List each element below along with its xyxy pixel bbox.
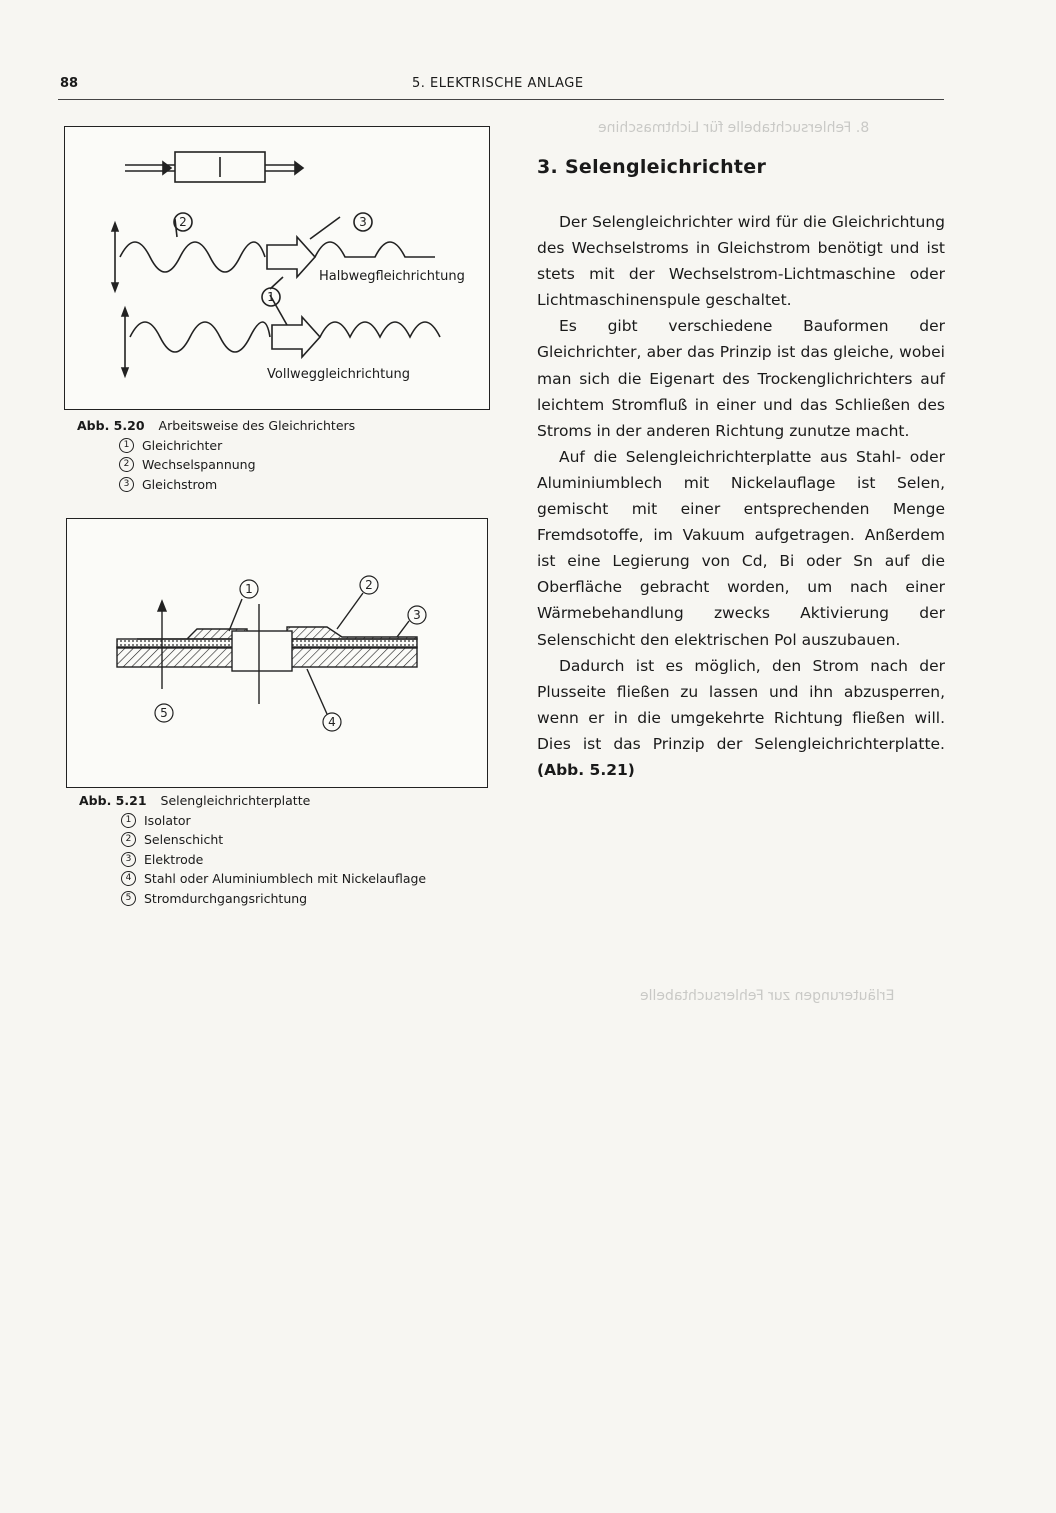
- marker-3: 3: [413, 608, 421, 622]
- caption-item-text: Gleichrichter: [142, 437, 223, 453]
- caption-item: [77, 455, 355, 475]
- caption-item-text: Stromdurchgangsrichtung: [144, 890, 308, 906]
- caption-title: Selengleichrichterplatte: [160, 793, 311, 808]
- paragraph: Auf die Selengleichrichterplatte aus Stahl- oder Aluminiumblech mit Nickelauflage ist Selen, gemischt mit einer entsprechenden Menge Fremdsotoffe, im Vakuum aufgetragen. Anßerdem ist eine Legierung von Cd, Bi oder Sn auf die Oberfläche gebracht worden, um nach einer Wärmebehandlung zwecks Aktivierung der Selenschicht den elektrischen Pol auszubauen.: [537, 447, 945, 649]
- caption-item-text: Elektrode: [144, 851, 204, 867]
- caption-figure-5-20: [77, 416, 355, 494]
- marker-4: 4: [328, 715, 336, 729]
- caption-item-text: Gleichstrom: [142, 476, 218, 492]
- caption-item-text: Isolator: [144, 812, 191, 828]
- paragraph-text: Dadurch ist es möglich, den Strom nach der Plusseite fließen zu lassen und ihn abzusperren, wenn er in die umgekehrte Richtung fließen will. Dies ist das Prinzip der Selengleichrichterplatte.: [537, 656, 945, 753]
- paragraph: Es gibt verschiedene Bauformen der Gleichrichter, aber das Prinzip ist das gleiche, wobei man sich die Eigenart des Trockenglichrichters auf leichtem Stromfluß in einer und das Schließen des Stroms in der anderen Richtung zunutze macht.: [537, 317, 945, 440]
- header-rule: [58, 99, 944, 100]
- marker-5: 5: [160, 706, 168, 720]
- marker-1: 1: [267, 290, 275, 304]
- bleed-through-text: Erläuterungen zur Fehlersuchtabelle: [640, 988, 895, 1004]
- number-circle: 3: [119, 477, 134, 492]
- caption-item: [79, 869, 426, 889]
- bleed-through-text: 8. Fehlersuchtabelle für Lichtmaschine: [598, 120, 870, 136]
- selenium-plate-diagram: [67, 519, 487, 787]
- label-half-wave: Halbwegfleichrichtung: [319, 269, 465, 284]
- caption-item-text: Selenschicht: [144, 832, 224, 847]
- caption-item: [79, 889, 426, 909]
- number-circle: 5: [121, 891, 136, 906]
- section-heading: 3. Selengleichrichter: [537, 156, 767, 178]
- paragraph: Der Selengleichrichter wird für die Gleichrichtung des Wechselstroms in Gleichstrom benötigt und ist stets mit der Wechselstrom-Lichtmaschine oder Lichtmaschinenspule geschaltet.: [537, 213, 945, 310]
- paragraph: [537, 653, 945, 783]
- caption-item: [79, 850, 426, 870]
- marker-2: 2: [365, 578, 373, 592]
- caption-figure-5-21: [79, 791, 426, 908]
- number-circle: 1: [121, 813, 136, 828]
- marker-1: 1: [245, 582, 253, 596]
- label-full-wave: Vollweggleichrichtung: [267, 367, 410, 382]
- figure-selenium-plate: [66, 518, 488, 788]
- number-circle: 4: [121, 871, 136, 886]
- caption-item: [79, 811, 426, 831]
- caption-abb: Abb. 5.21: [79, 793, 147, 808]
- caption-item-text: Wechselspannung: [142, 457, 256, 472]
- number-circle: 3: [121, 852, 136, 867]
- marker-2: 2: [179, 215, 187, 229]
- caption-item: [79, 830, 426, 850]
- caption-item: [77, 436, 355, 456]
- section-body: [537, 209, 945, 783]
- caption-abb: Abb. 5.20: [77, 418, 145, 433]
- chapter-title: 5. ELEKTRISCHE ANLAGE: [412, 76, 584, 91]
- caption-title: Arbeitsweise des Gleichrichters: [158, 418, 356, 433]
- caption-item-text: Stahl oder Aluminiumblech mit Nickelauflage: [144, 871, 427, 886]
- marker-3: 3: [359, 215, 367, 229]
- number-circle: 2: [121, 832, 136, 847]
- figure-rectifier-operation: [64, 126, 490, 410]
- number-circle: 2: [119, 457, 134, 472]
- figure-reference: (Abb. 5.21): [537, 760, 635, 779]
- number-circle: 1: [119, 438, 134, 453]
- page-number: 88: [60, 76, 79, 91]
- caption-item: [77, 475, 355, 495]
